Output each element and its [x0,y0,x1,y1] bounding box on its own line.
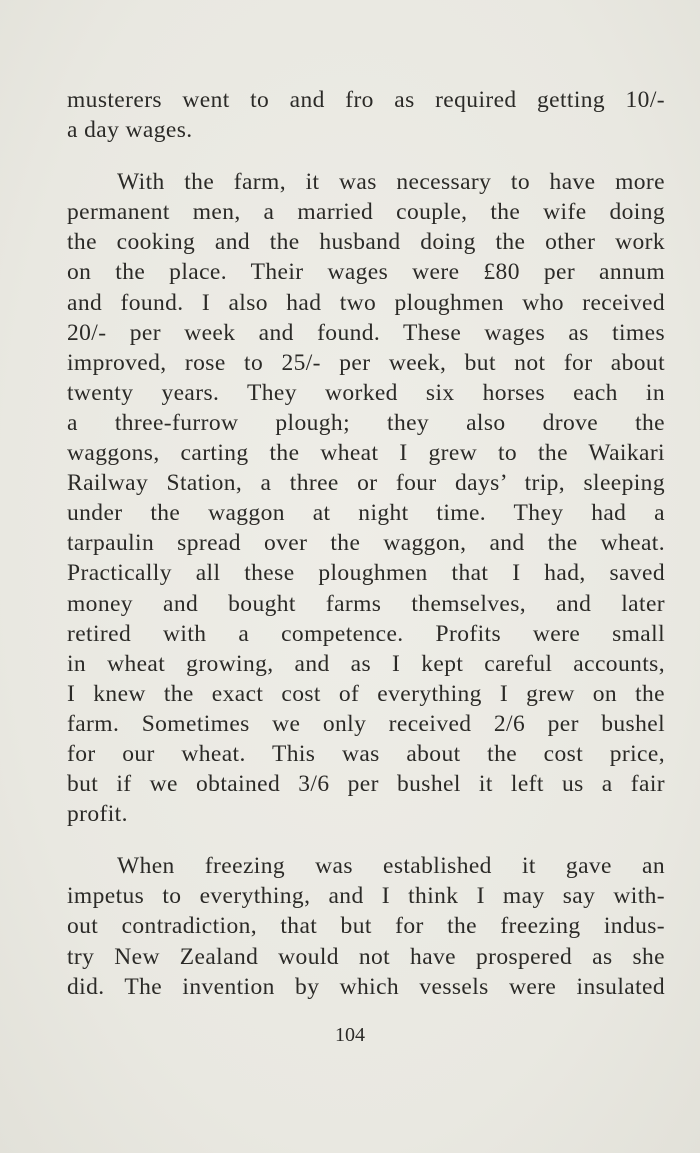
page-number: 104 [335,1024,365,1046]
text-line: money and bought farms themselves, and later [67,590,665,617]
text-line: impetus to everything, and I think I may say with- [67,883,665,910]
text-line: twenty years. They worked six horses each in [67,379,665,406]
text-line: Railway Station, a three or four days’ trip, sleeping [67,470,665,497]
text-line: but if we obtained 3/6 per bushel it left us a fair [67,771,665,798]
text-line: did. The invention by which vessels were insulated [67,973,665,1000]
text-line: for our wheat. This was about the cost price, [67,740,665,767]
text-line: tarpaulin spread over the waggon, and the wheat. [67,530,665,557]
text-line: retired with a competence. Profits were small [67,620,665,647]
paragraph [67,167,665,829]
text-line: a day wages. [67,117,193,144]
text-line: 20/- per week and found. These wages as times [67,319,665,346]
text-line: the cooking and the husband doing the other work [67,229,665,256]
text-line: permanent men, a married couple, the wife doing [67,199,665,226]
text-line: When freezing was established it gave an [117,853,665,880]
text-line: I knew the exact cost of everything I grew on the [67,680,665,707]
body-text [67,85,665,1002]
paragraph [67,851,665,1001]
text-line: in wheat growing, and as I kept careful accounts, [67,650,665,677]
text-line: under the waggon at night time. They had a [67,500,665,527]
text-line: waggons, carting the wheat I grew to the Waikari [67,440,665,467]
text-line: try New Zealand would not have prospered as she [67,943,665,970]
text-line: out contradiction, that but for the freezing indus- [67,913,665,940]
text-line: profit. [67,801,128,828]
text-line: farm. Sometimes we only received 2/6 per bushel [67,710,665,737]
text-line: Practically all these ploughmen that I had, saved [67,560,665,587]
text-line: on the place. Their wages were £80 per annum [67,259,665,286]
text-line: musterers went to and fro as required getting 10/- [67,87,665,113]
text-line: and found. I also had two ploughmen who received [67,289,665,316]
paragraph [67,85,665,145]
text-line: With the farm, it was necessary to have more [117,169,665,196]
text-line: improved, rose to 25/- per week, but not for about [67,349,665,376]
text-line: a three-furrow plough; they also drove the [67,409,665,436]
